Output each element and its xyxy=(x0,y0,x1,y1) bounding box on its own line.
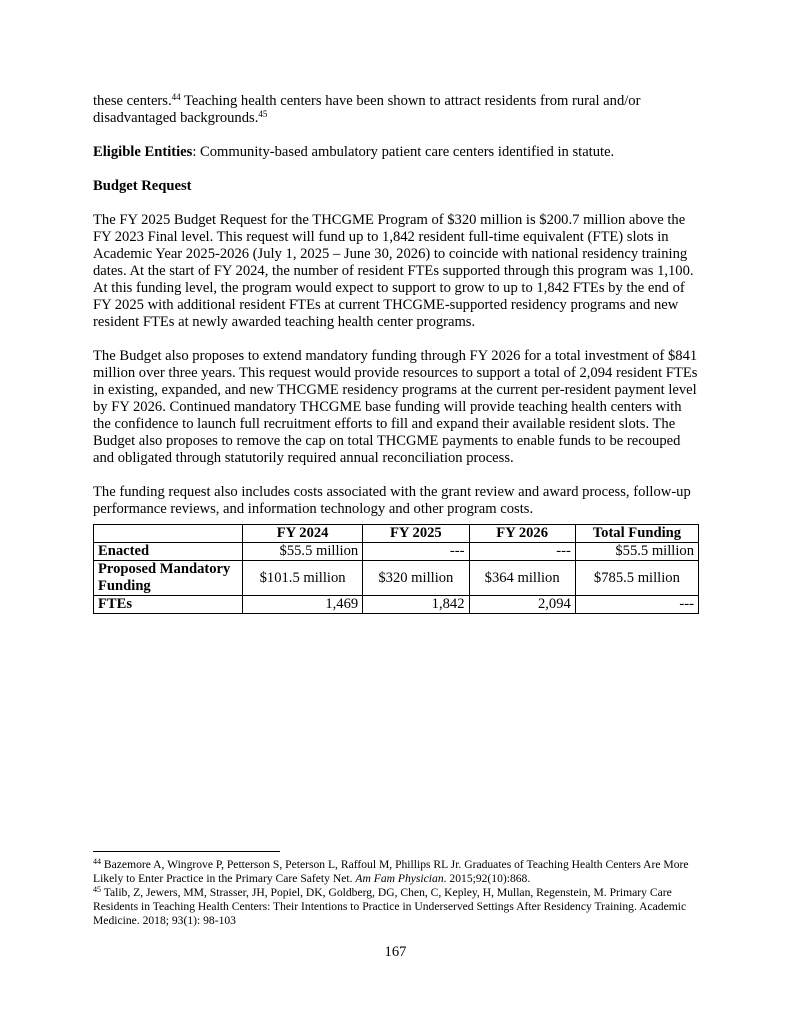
footnote-divider xyxy=(93,851,280,852)
intro-paragraph xyxy=(93,93,699,127)
footnote-ref-45[interactable]: 45 xyxy=(258,109,268,119)
page-number: 167 xyxy=(384,944,407,960)
row-label: FTEs xyxy=(94,596,243,614)
budget-paragraph-3: The funding request also includes costs associated with the grant review and award process, follow-up performance reviews, and information technology and other program costs. xyxy=(93,484,691,517)
table-cell: --- xyxy=(575,596,698,614)
budget-request-heading: Budget Request xyxy=(93,178,192,194)
eligible-entities xyxy=(93,144,699,161)
budget-paragraph-2: The Budget also proposes to extend mandatory funding through FY 2026 for a total investment of $841 million over three years. This request would provide resources to support a total of 2,094 resident FTEs in existing, expanded, and new THCGME residency programs at the current per-resident payment level by FY 2026. Continued mandatory THCGME base funding will provide teaching health centers with the confidence to launch full recruitment efforts to fill and expand their available resident slots. The Budget also proposes to remove the cap on total THCGME payments to enable funds to be recouped and obligated through statutorily required annual reconciliation process. xyxy=(93,348,698,466)
budget-paragraph-1: The FY 2025 Budget Request for the THCGME Program of $320 million is $200.7 million above the FY 2023 Final level. This request will fund up to 1,842 resident full-time equivalent (FTE) slots in Academic Year 2025-2026 (July 1, 2025 – June 30, 2026) to coincide with national residency training dates. At the start of FY 2024, the number of resident FTEs supported through this program was 1,100. At this funding level, the program would expect to support to grow to up to 1,842 FTEs by the end of FY 2025 with additional resident FTEs at current THCGME-supported residency programs and new resident FTEs at newly awarded teaching health center programs. xyxy=(93,212,694,330)
table-cell: $364 million xyxy=(469,561,575,596)
table-cell: 2,094 xyxy=(469,596,575,614)
eligible-entities-label: Eligible Entities xyxy=(93,144,193,160)
footnote-ref-44[interactable]: 44 xyxy=(171,92,181,102)
table-cell: $101.5 million xyxy=(243,561,363,596)
footnote-number: 44 xyxy=(93,857,101,866)
footnote-45 xyxy=(93,886,699,928)
table-header-cell: FY 2026 xyxy=(469,525,575,543)
intro-text-end: Teaching health centers have been shown to attract residents from rural and/or disadvantaged backgrounds. xyxy=(93,93,641,126)
table-cell: $320 million xyxy=(363,561,469,596)
table-header-cell: Total Funding xyxy=(575,525,698,543)
page-body xyxy=(93,93,699,614)
row-label: Proposed Mandatory Funding xyxy=(94,561,243,596)
footnote-44 xyxy=(93,858,699,886)
table-cell: --- xyxy=(469,543,575,561)
footnote-journal: Am Fam Physician xyxy=(355,872,444,885)
table-row xyxy=(94,561,699,596)
table-header-cell: FY 2025 xyxy=(363,525,469,543)
footnote-text: Talib, Z, Jewers, MM, Strasser, JH, Popiel, DK, Goldberg, DG, Chen, C, Kepley, H, Mullan, Regenstein, M. Primary Care Residents in Teaching Health Centers: Their Intentions to Practice in Underserved Settings After Residency Training. Academic Medicine. 2018; 93(1): 98-103 xyxy=(93,886,687,927)
table-cell: 1,842 xyxy=(363,596,469,614)
table-cell: $55.5 million xyxy=(243,543,363,561)
table-cell: $785.5 million xyxy=(575,561,698,596)
funding-table xyxy=(93,524,699,614)
row-label: Enacted xyxy=(94,543,243,561)
footnote-text: . 2015;92(10):868. xyxy=(443,872,531,885)
table-header-row xyxy=(94,525,699,543)
intro-text-start: these centers. xyxy=(93,93,172,109)
table-row xyxy=(94,596,699,614)
footnote-text: Bazemore A, Wingrove P, Petterson S, Peterson L, Raffoul M, Phillips RL Jr. Graduates of Teaching Health Centers Are More Likely to Enter Practice in the Primary Care Safety Net. xyxy=(93,858,689,885)
table-header-cell: FY 2024 xyxy=(243,525,363,543)
table-row xyxy=(94,543,699,561)
table-cell: 1,469 xyxy=(243,596,363,614)
footnote-number: 45 xyxy=(93,885,101,894)
table-header-cell xyxy=(94,525,243,543)
footnotes xyxy=(93,851,699,928)
table-cell: --- xyxy=(363,543,469,561)
table-cell: $55.5 million xyxy=(575,543,698,561)
eligible-entities-text: : Community-based ambulatory patient care centers identified in statute. xyxy=(192,144,615,160)
